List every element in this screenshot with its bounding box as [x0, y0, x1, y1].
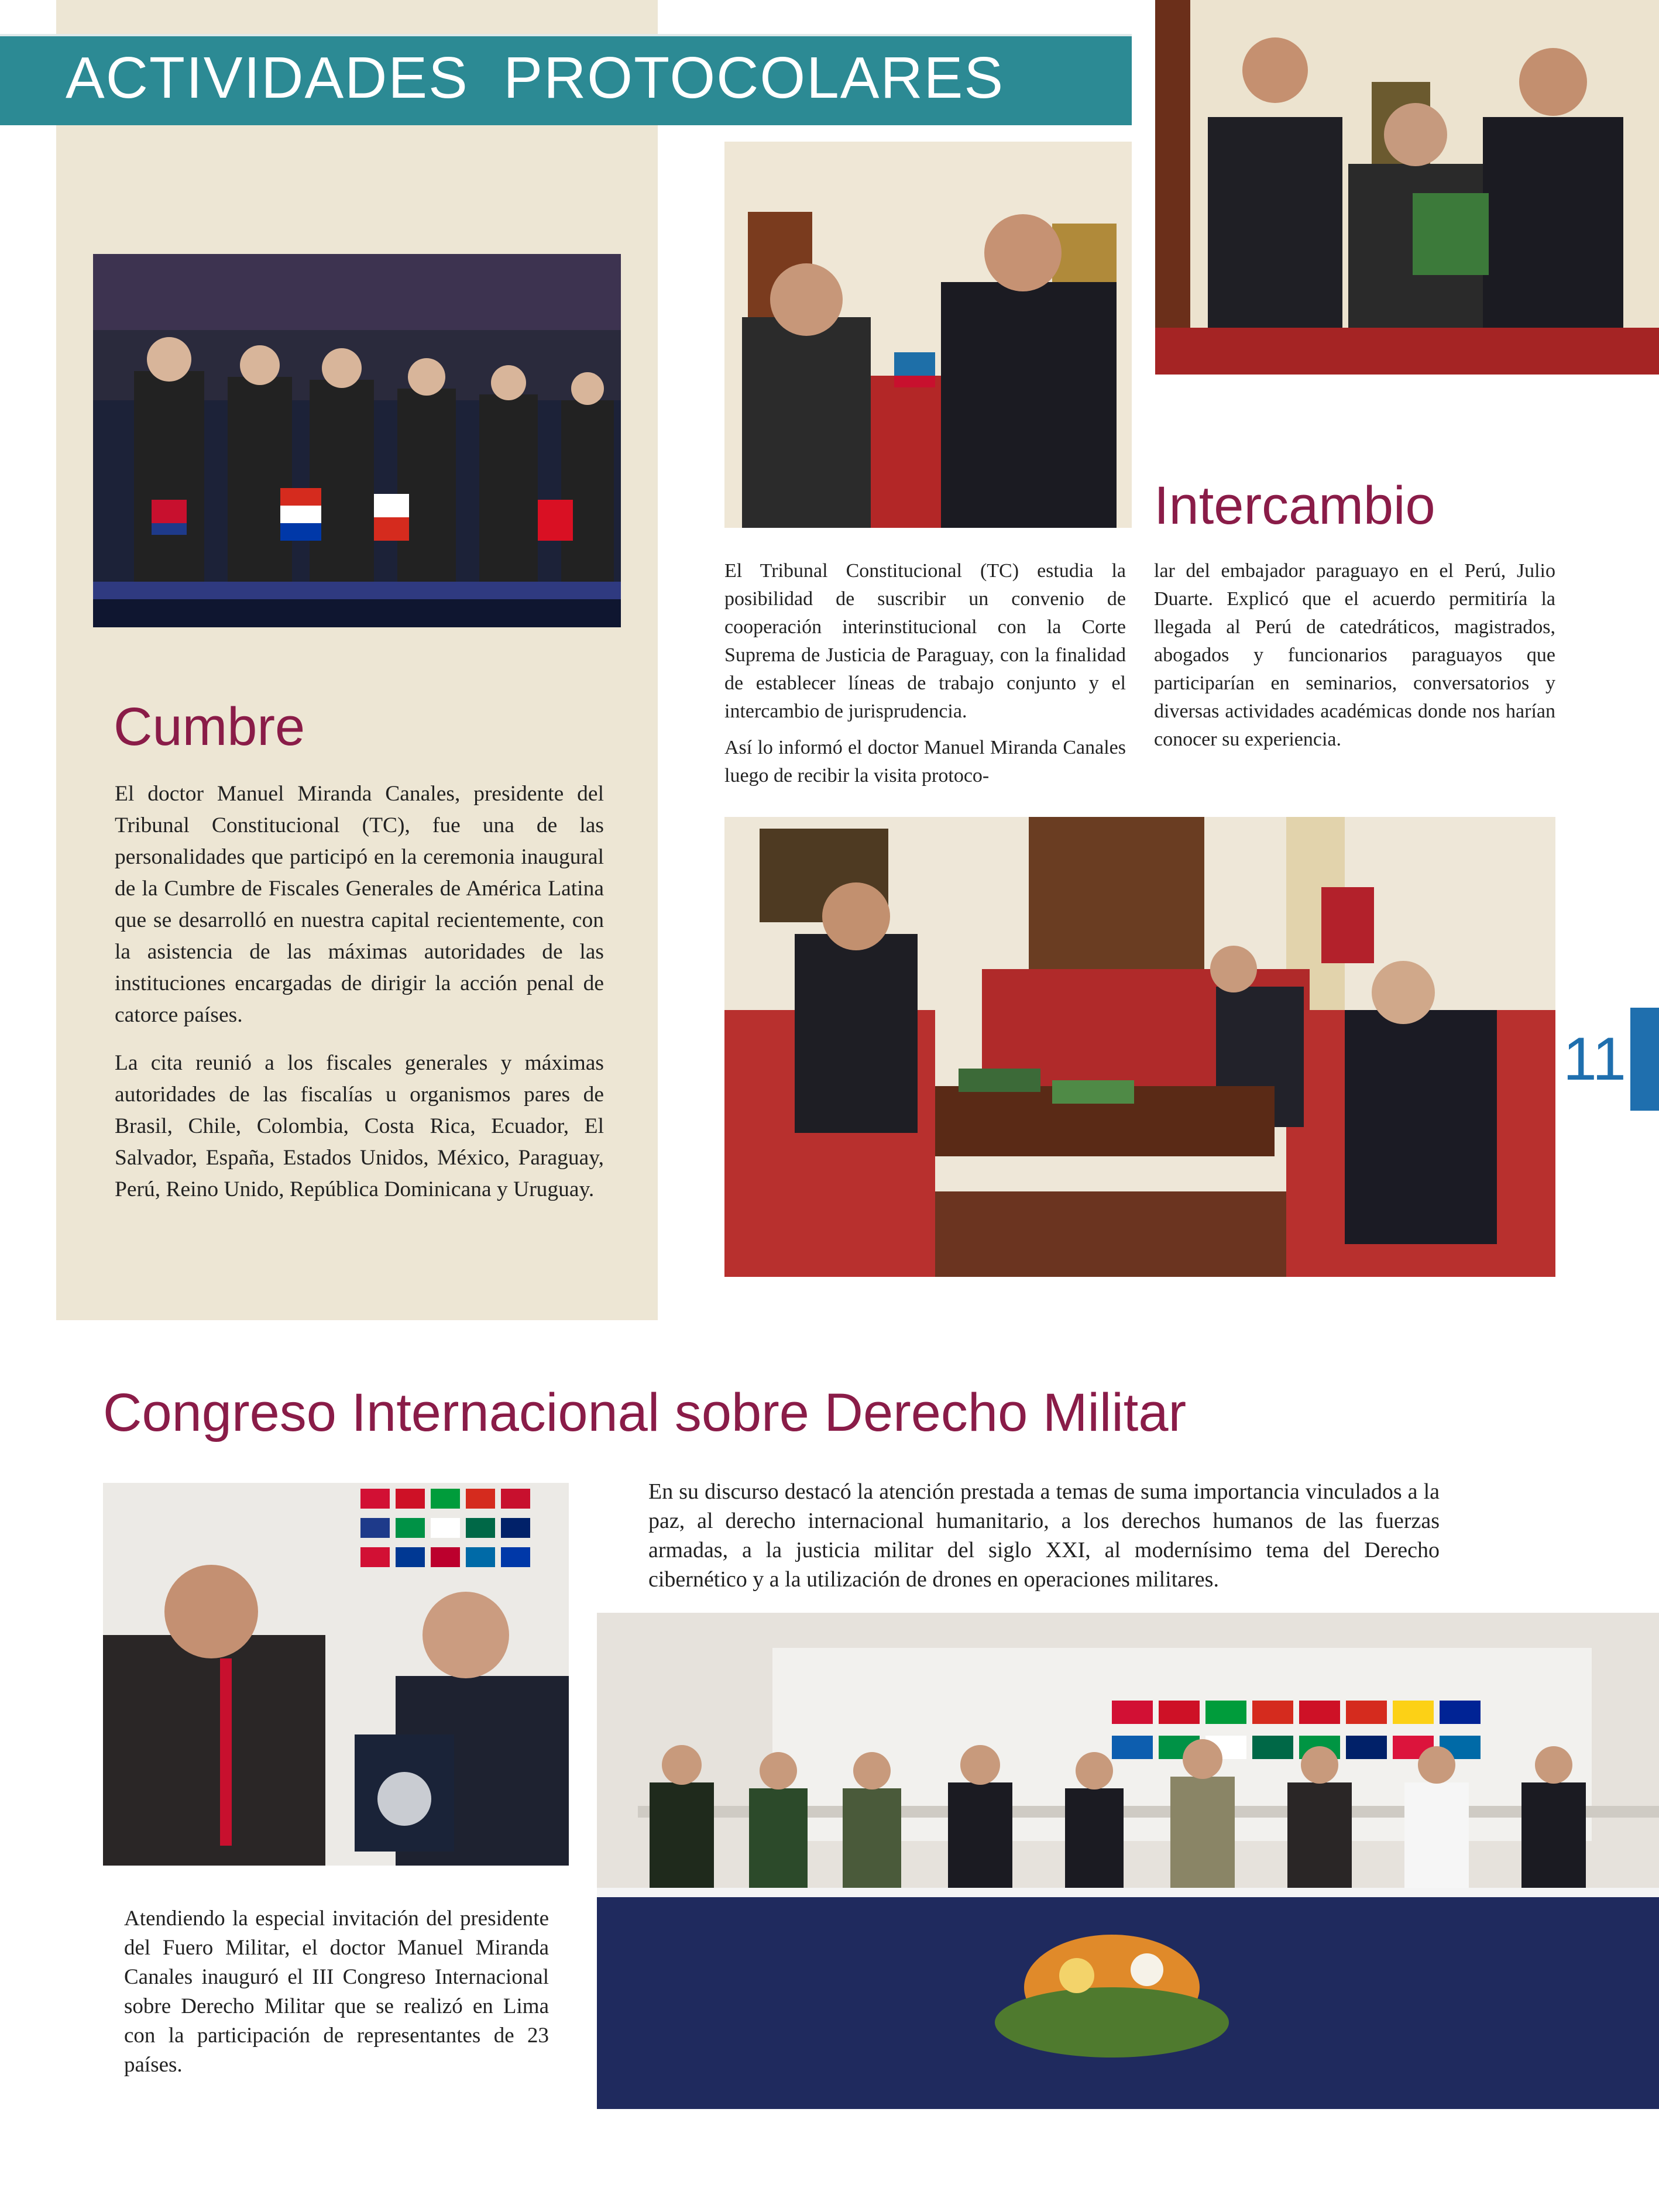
photo-cumbre-ceremony-image [93, 254, 621, 627]
intercambio-paragraph-1: El Tribunal Constitucional (TC) estudia la posibilidad de suscribir un convenio de cooperación interinstitucional con la Corte Suprema de Justicia de Paraguay, con la finalidad de establecer líneas de trabajo conjunto y el intercambio de jurisprudencia. [724, 560, 1126, 722]
photo-book-exchange [724, 142, 1132, 528]
intercambio-title: Intercambio [1154, 476, 1435, 535]
photo-book-exchange-image [724, 142, 1132, 528]
photo-three-men-book [1155, 0, 1659, 375]
section-title: ACTIVIDADES PROTOCOLARES [66, 45, 1005, 111]
photo-cumbre-ceremony [93, 254, 621, 627]
cumbre-title: Cumbre [114, 697, 305, 757]
photo-meeting-living-room [724, 817, 1555, 1277]
photo-congress-panel [597, 1613, 1659, 2109]
photo-medal-award-image [103, 1483, 569, 1866]
congreso-intro-text: En su discurso destacó la atención prestada a temas de suma importancia vinculados a la paz, al derecho internacional humanitario, a los derechos humanos de las fuerzas armadas, a la justicia militar del siglo XXI, al modernísimo tema del Derecho cibernético y a la utilización de drones en operaciones militares. [648, 1479, 1440, 1592]
congreso-title: Congreso Internacional sobre Derecho Militar [103, 1383, 1187, 1442]
cumbre-paragraph-1: El doctor Manuel Miranda Canales, presidente del Tribunal Constitucional (TC), fue una de las personalidades que participó en la ceremonia inaugural de la Cumbre de Fiscales Generales de América Latina que se desarrolló en nuestra capital recientemente, con la asistencia de las máximas autoridades de las instituciones encargadas de dirigir la acción penal de catorce países. [115, 782, 604, 1027]
intercambio-text-column-2 [1154, 557, 1555, 754]
cumbre-paragraph-2: La cita reunió a los fiscales generales y máximas autoridades de las fiscalías u organismos pares de Brasil, Chile, Colombia, Costa Rica, Ecuador, El Salvador, España, Estados Unidos, México, Paraguay, Perú, Reino Unido, República Dominicana y Uruguay. [115, 1051, 604, 1201]
congreso-detail-text: Atendiendo la especial invitación del presidente del Fuero Militar, el doctor Manuel Miranda Canales inauguró el III Congreso Internacional sobre Derecho Militar que se realizó en Lima con la participación de representantes de 23 países. [124, 1907, 549, 2077]
photo-three-men-book-image [1155, 0, 1659, 375]
photo-meeting-living-room-image [724, 817, 1555, 1277]
intercambio-paragraph-3: lar del embajador paraguayo en el Perú, Julio Duarte. Explicó que el acuerdo permitiría la llegada al Perú de catedráticos, magistrados, abogados y funcionarios paraguayos que participarían en seminarios, conversatorios y diversas actividades académicas donde nos harían conocer su experiencia. [1154, 560, 1555, 750]
intercambio-paragraph-2: Así lo informó el doctor Manuel Miranda Canales luego de recibir la visita protoco- [724, 737, 1126, 786]
photo-congress-panel-image [597, 1613, 1659, 2109]
intercambio-text-column-1 [724, 557, 1126, 790]
page-number: 11 [1563, 1025, 1626, 1093]
cumbre-text [115, 778, 604, 1205]
photo-medal-award [103, 1483, 569, 1866]
